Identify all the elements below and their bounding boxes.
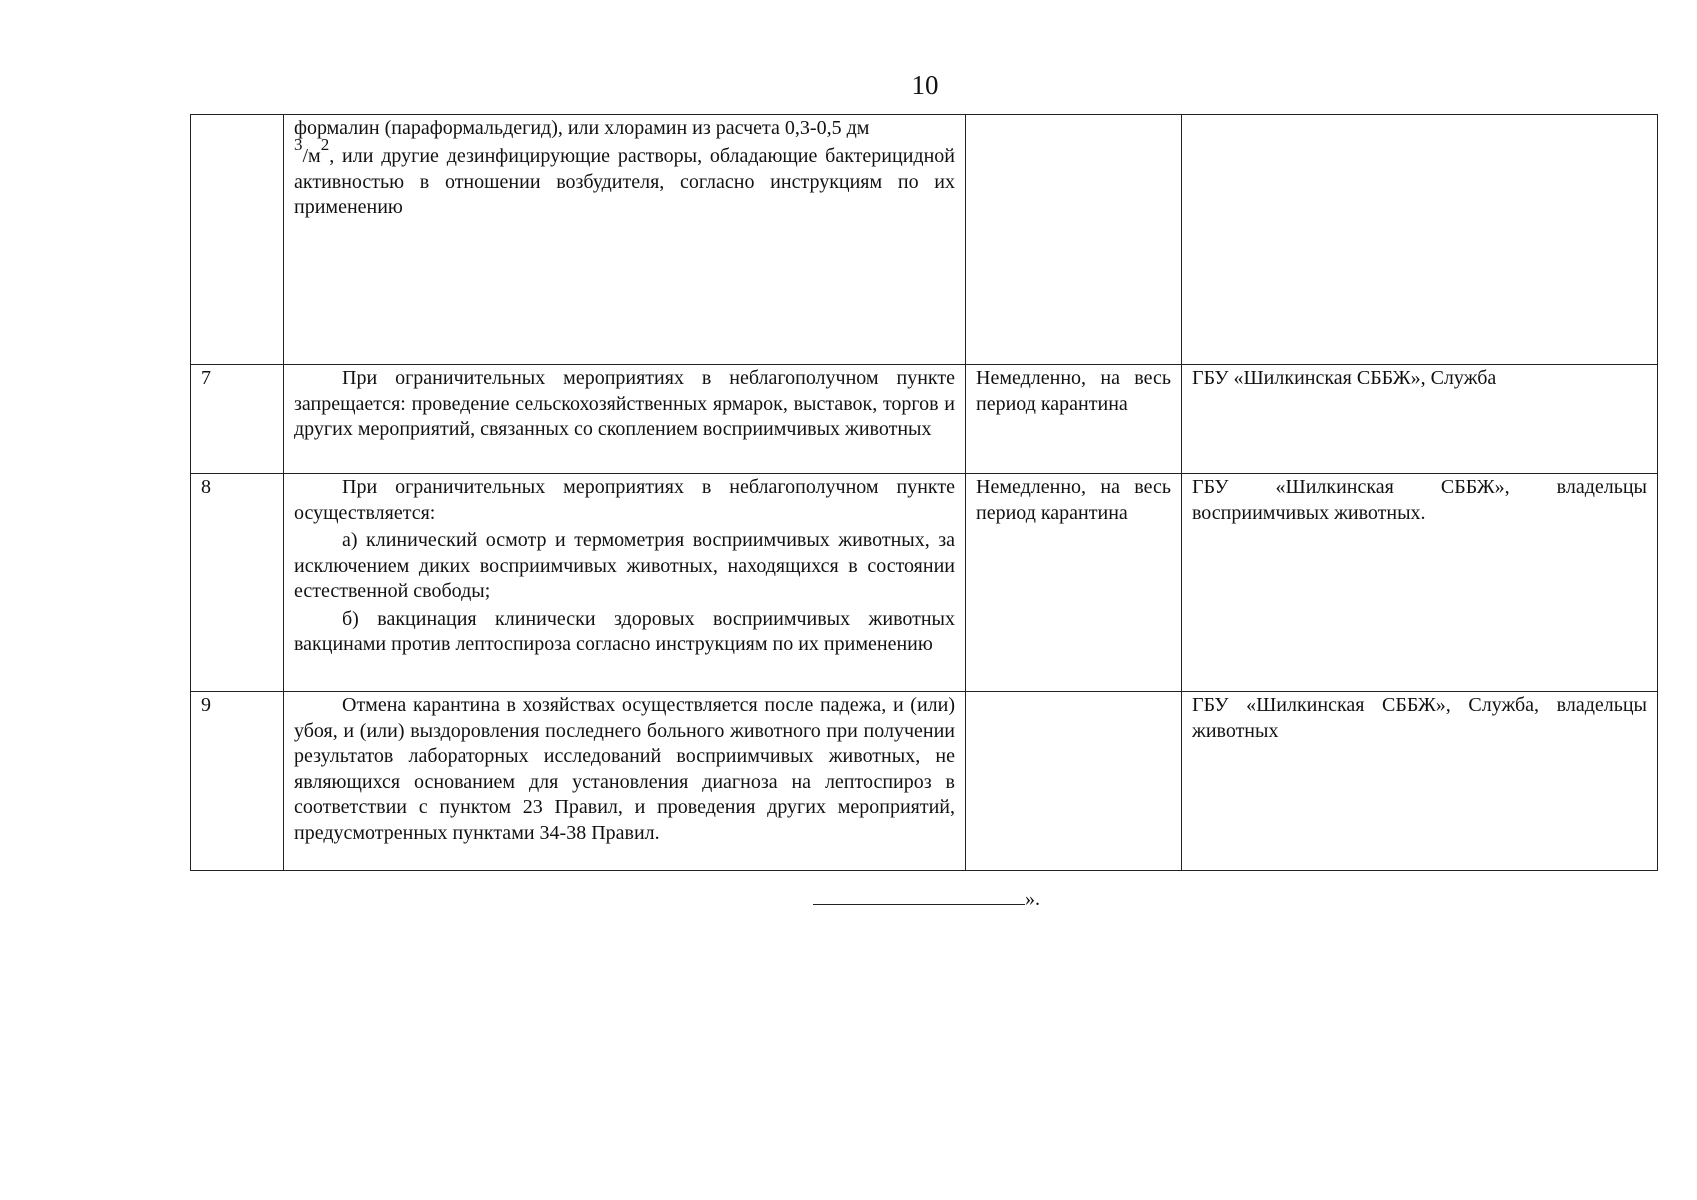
measure-paragraph: При ограничительных мероприятиях в неблагополучном пункте осуществляется: [294,476,955,524]
table-row [191,365,1658,474]
formula-line-start: формалин (параформальдегид), или хлорамин из расчета 0,3-0,5 дм [294,117,870,139]
responsible-cell [1182,115,1658,365]
responsible-text: ГБУ «Шилкинская СББЖ», Служба [1192,367,1497,389]
formula-continuation [294,135,955,221]
unit-exponent-2: 2 [320,135,330,154]
unit-per: /м [302,145,321,167]
measure-paragraph: При ограничительных мероприятиях в неблагополучном пункте запрещается: проведение сельскохозяйственных ярмарок, выставок, торгов и других мероприятий, связанных со скоплением восприимчивых животных [294,367,955,440]
formula-text [294,116,955,141]
measure-cell [284,365,966,474]
table-row [191,692,1658,871]
term-cell [966,115,1182,365]
row-number-cell: 7 [191,365,284,474]
responsible-text: ГБУ «Шилкинская СББЖ», Служба, владельцы животных [1192,694,1647,742]
closing-quote-mark: ». [1025,888,1040,910]
responsible-cell [1182,474,1658,692]
term-text: Немедленно, на весь период карантина [976,476,1171,524]
measure-paragraph: Отмена карантина в хозяйствах осуществляется после падежа, и (или) убоя, и (или) выздоровления последнего больного животного при получении результатов лабораторных исследований восприимчивых животных, не являющихся основанием для установления диагноза на лептоспироз в соответствии с пунктом 23 Правил, и проведения других мероприятий, предусмотренных пунктами 34-38 Правил. [294,694,955,844]
responsible-cell [1182,365,1658,474]
page-number: 10 [911,70,939,100]
signature-underline [813,884,1025,905]
row-number-cell: 9 [191,692,284,871]
unit-exponent-3: 3 [294,135,303,154]
responsible-text: ГБУ «Шилкинская СББЖ», владельцы восприимчивых животных. [1192,476,1647,524]
formula-rest: , или другие дезинфицирующие растворы, обладающие бактерицидной активностью в отношении возбудителя, согласно инструкциям по их применению [294,145,955,218]
table-row [191,474,1658,692]
measure-paragraph: б) вакцинация клинически здоровых восприимчивых животных вакцинами против лептоспироза согласно инструкциям по их применению [294,607,955,655]
measure-paragraph: а) клинический осмотр и термометрия восприимчивых животных, за исключением диких восприимчивых животных, находящихся в состоянии естественной свободы; [294,529,955,602]
term-text: Немедленно, на весь период карантина [976,367,1171,415]
term-cell [966,365,1182,474]
measure-cell [284,474,966,692]
term-cell [966,474,1182,692]
term-cell [966,692,1182,871]
measure-cell [284,692,966,871]
measures-table [190,114,1658,871]
closing-line [813,884,1040,912]
table-row [191,115,1658,365]
responsible-cell [1182,692,1658,871]
row-number-cell [191,115,284,365]
row-number-cell: 8 [191,474,284,692]
measure-cell [284,115,966,365]
